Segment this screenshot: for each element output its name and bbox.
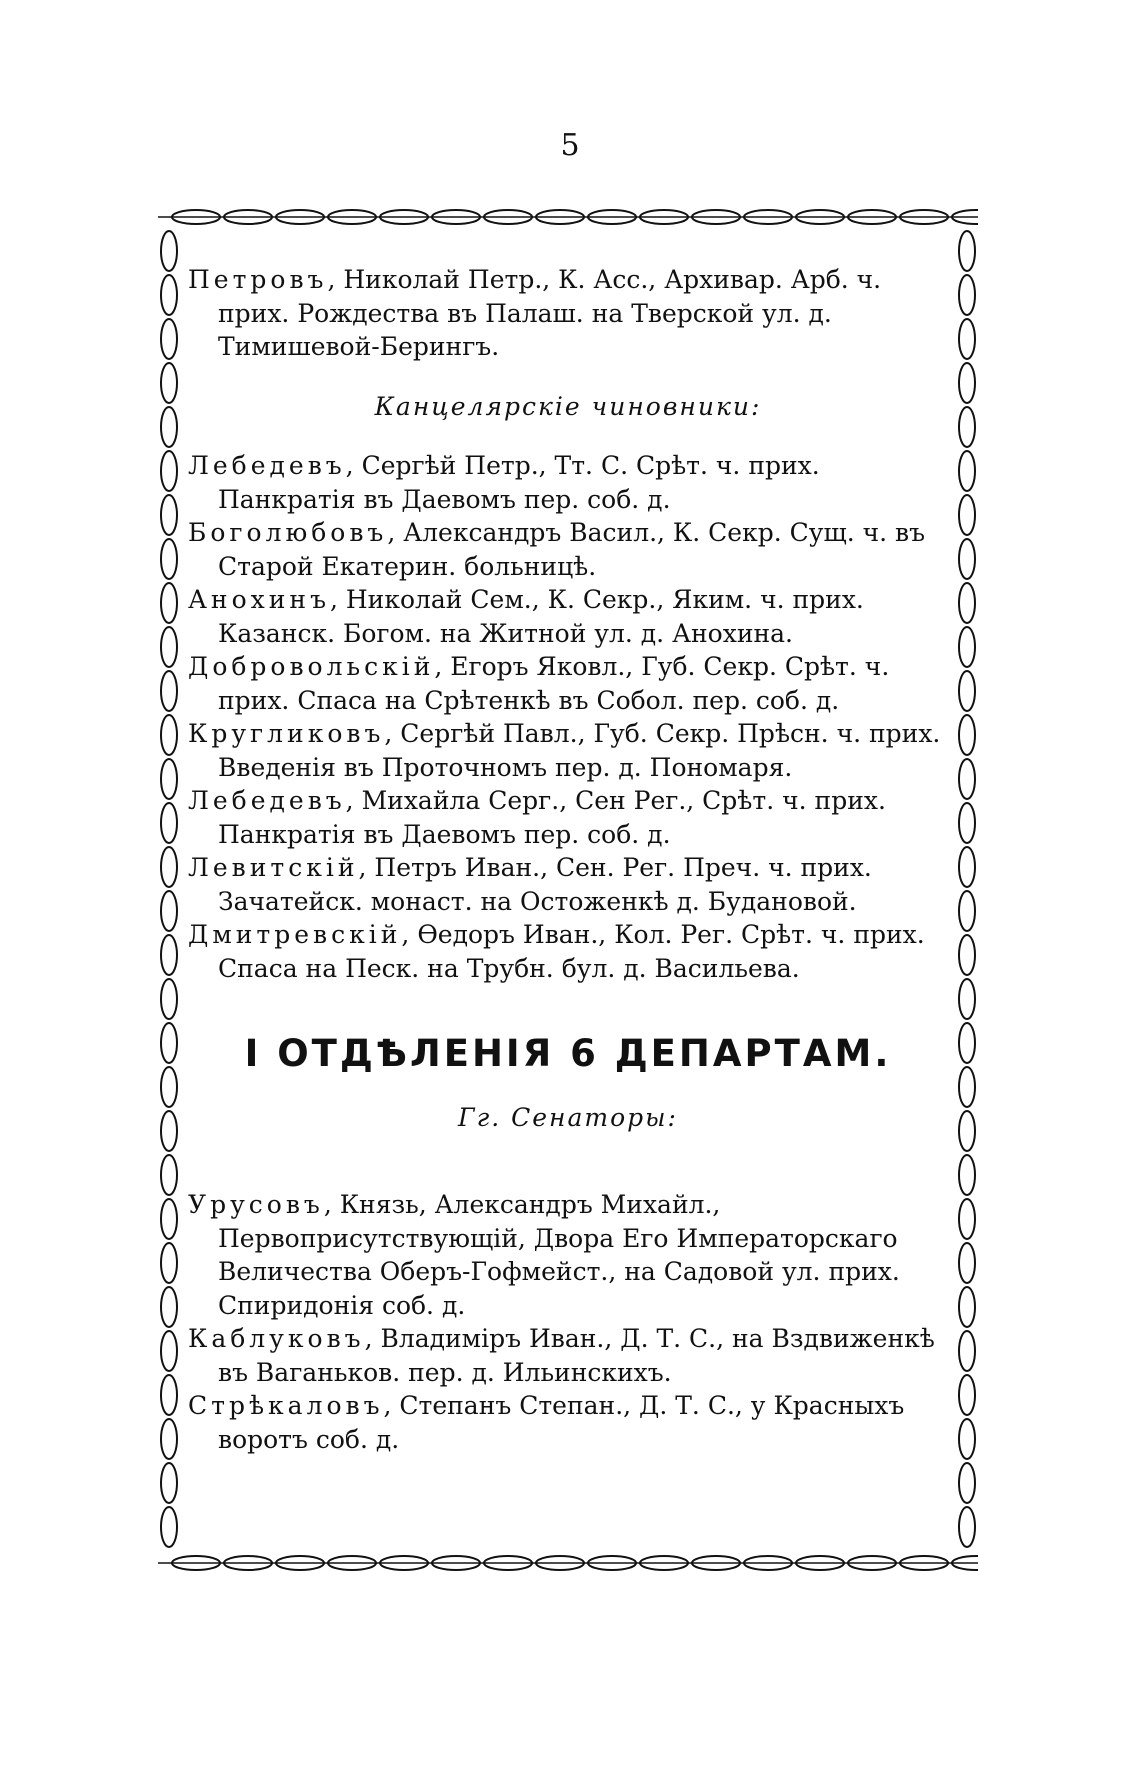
page-content [188,263,948,1456]
entry-surname: Стрѣкаловъ [188,1391,384,1420]
entry-surname: Дмитревскій [188,920,402,949]
entry-list-clerks [188,449,948,985]
right-ornament-border [956,225,978,1555]
list-item [188,449,948,516]
list-item [188,650,948,717]
entry-text: , Сергѣй Петр., Тт. С. Срѣт. ч. прих. Панкратія въ Даевомъ пер. соб. д. [218,451,820,514]
entry-surname: Кругликовъ [188,719,385,748]
list-item [188,784,948,851]
entry-surname: Добровольскій [188,652,435,681]
entry-surname: Каблуковъ [188,1324,365,1353]
entry-text: , Николай Сем., К. Секр., Яким. ч. прих. Казанск. Богом. на Житной ул. д. Анохина. [218,585,864,648]
entry-surname: Левитскій [188,853,359,882]
entry-list-senators [188,1188,948,1456]
entry-text: , Петръ Иван., Сен. Рег. Преч. ч. прих. Зачатейск. монаст. на Остоженкѣ д. Будановой. [218,853,872,916]
entry-text: , Князь, Александръ Михайл., Первоприсутствующій, Двора Его Императорскаго Величества Оберъ-Гофмейст., на Садовой ул. прих. Спиридонія соб. д. [218,1190,900,1320]
list-item [188,918,948,985]
list-item [188,516,948,583]
list-item [188,1322,948,1389]
entry-surname: Урусовъ [188,1190,324,1219]
list-item [188,1389,948,1456]
list-item [188,851,948,918]
entry-list-top [188,263,948,364]
entry-surname: Лебедевъ [188,451,346,480]
entry-text: , Сергѣй Павл., Губ. Секр. Прѣсн. ч. прих. Введенія въ Проточномъ пер. д. Пономаря. [218,719,941,782]
entry-text: , Егоръ Яковл., Губ. Секр. Срѣт. ч. прих. Спаса на Срѣтенкѣ въ Собол. пер. соб. д. [218,652,890,715]
bottom-ornament-border [158,1551,978,1575]
top-ornament-border [158,205,978,229]
entry-surname: Анохинъ [188,585,330,614]
clerks-heading: Канцелярскіе чиновники: [374,391,762,421]
entry-text: , Ѳедоръ Иван., Кол. Рег. Срѣт. ч. прих. Спаса на Песк. на Трубн. бул. д. Васильева. [218,920,925,983]
entry-surname: Лебедевъ [188,786,346,815]
section-title: I ОТДѢЛЕНІЯ 6 ДЕПАРТАМ. [244,1032,892,1075]
list-item [188,717,948,784]
entry-text: , Александръ Васил., К. Секр. Сущ. ч. въ Старой Екатерин. больницѣ. [218,518,925,581]
senators-heading: Гг. Сенаторы: [458,1102,678,1132]
left-ornament-border [158,225,180,1555]
entry-text: , Николай Петр., К. Асс., Архивар. Арб. ч. прих. Рождества въ Палаш. на Тверской ул. д. Тимишевой-Берингъ. [218,265,882,361]
list-item [188,583,948,650]
entry-text: , Михайла Серг., Сен Рег., Срѣт. ч. прих. Панкратія въ Даевомъ пер. соб. д. [218,786,886,849]
list-item [188,263,948,364]
entry-surname: Петровъ [188,265,328,294]
entry-text: , Степанъ Степан., Д. Т. С., у Красныхъ воротъ соб. д. [218,1391,905,1454]
entry-text: , Владиміръ Иван., Д. Т. С., на Вздвиженкѣ въ Ваганьков. пер. д. Ильинскихъ. [218,1324,935,1387]
page-number: 5 [560,128,580,163]
ornamental-frame [158,205,978,1575]
entry-surname: Боголюбовъ [188,518,388,547]
list-item [188,1188,948,1322]
